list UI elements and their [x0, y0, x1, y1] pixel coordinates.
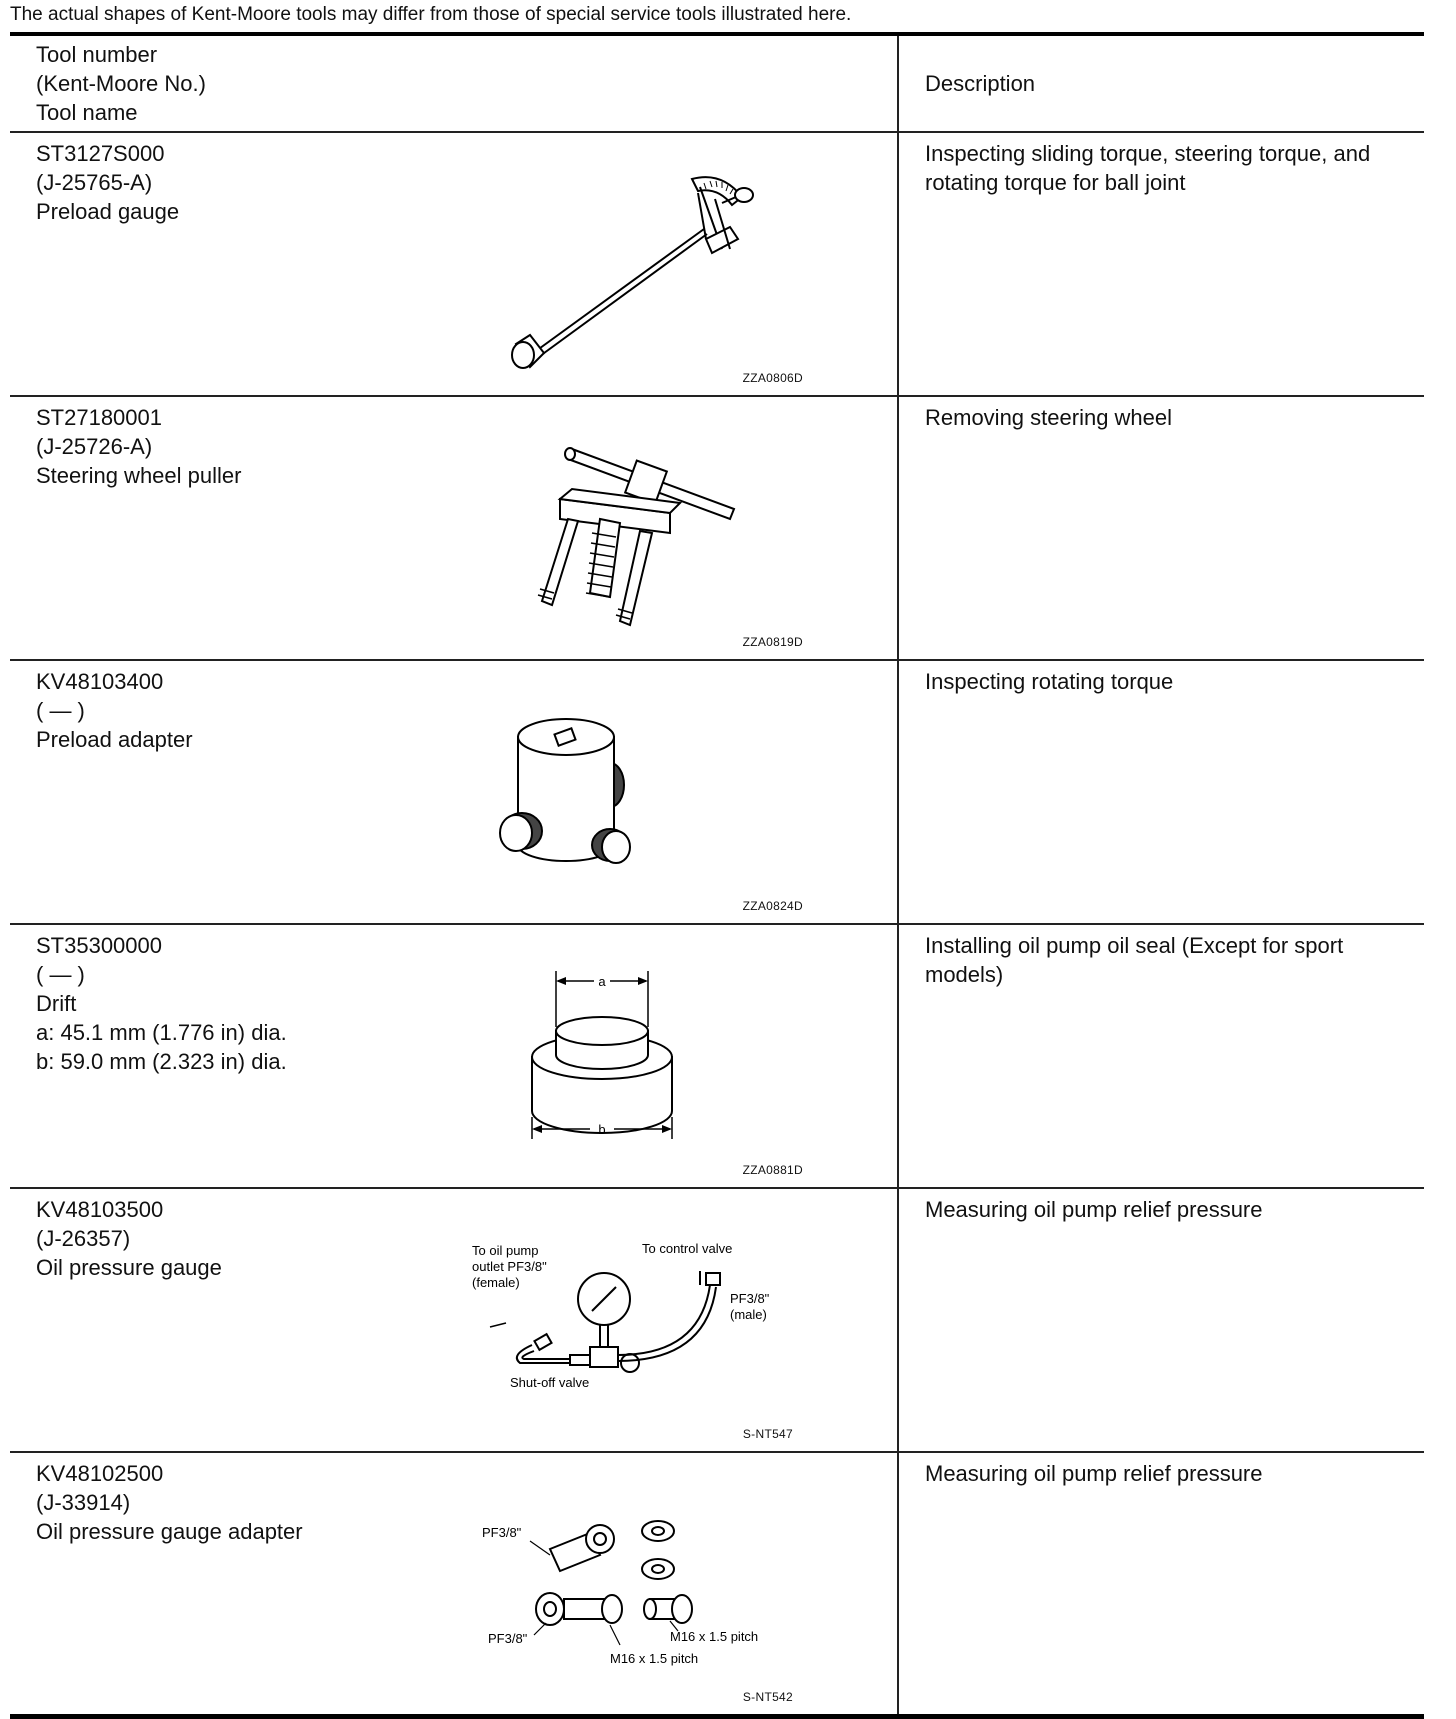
table-row	[10, 1188, 1424, 1452]
header-tool-column	[10, 34, 898, 132]
label-male: (male)	[730, 1307, 767, 1322]
preload-gauge-illustration	[460, 139, 840, 389]
tool-cell	[10, 1188, 898, 1452]
tool-cell	[10, 1452, 898, 1716]
dimension-label-b: b	[598, 1122, 606, 1137]
tool-number: ST3127S000	[36, 141, 165, 166]
figure-code: ZZA0806D	[742, 371, 803, 385]
label-pf-top: PF3/8"	[482, 1525, 522, 1540]
header-kent-moore-no: (Kent-Moore No.)	[36, 71, 206, 96]
tool-number: KV48103400	[36, 669, 164, 694]
tool-kent-moore-no: ( — )	[36, 698, 85, 723]
preload-adapter-illustration	[460, 667, 840, 917]
special-service-tools-table	[10, 32, 1424, 1719]
page-note: The actual shapes of Kent-Moore tools may differ from those of special service tools illustrated here.	[10, 4, 852, 25]
tool-name: Drift	[36, 991, 77, 1016]
header-tool-name: Tool name	[36, 100, 138, 125]
drift-illustration	[460, 931, 840, 1181]
table-row	[10, 660, 1424, 924]
tool-name: Preload adapter	[36, 727, 193, 752]
tool-description: Measuring oil pump relief pressure	[925, 1197, 1263, 1222]
tool-description: Inspecting sliding torque, steering torque, and rotating torque for ball joint	[925, 141, 1371, 195]
tool-name: Oil pressure gauge	[36, 1255, 222, 1280]
label-m16-pitch-bottom: M16 x 1.5 pitch	[610, 1651, 699, 1666]
figure-code: ZZA0881D	[742, 1163, 803, 1177]
label-to-control-valve: To control valve	[642, 1241, 733, 1256]
tool-description: Installing oil pump oil seal (Except for sport models)	[925, 933, 1344, 987]
oil-pressure-gauge-illustration	[460, 1195, 840, 1445]
tool-cell	[10, 924, 898, 1188]
tool-name: Steering wheel puller	[36, 463, 242, 488]
tool-kent-moore-no: (J-25726-A)	[36, 434, 153, 459]
tool-name: Oil pressure gauge adapter	[36, 1519, 303, 1544]
table-row	[10, 924, 1424, 1188]
drift-dimension-a: a: 45.1 mm (1.776 in) dia.	[36, 1020, 287, 1045]
tool-kent-moore-no: (J-26357)	[36, 1226, 131, 1251]
label-pf-male: PF3/8"	[730, 1291, 770, 1306]
table-row	[10, 132, 1424, 396]
tool-number: ST27180001	[36, 405, 162, 430]
figure-code: S-NT547	[742, 1427, 793, 1441]
table-row	[10, 1452, 1424, 1716]
label-m16-pitch-right: M16 x 1.5 pitch	[670, 1629, 759, 1644]
header-tool-number: Tool number	[36, 42, 158, 67]
tool-number: KV48102500	[36, 1461, 164, 1486]
table-header-row	[10, 34, 1424, 132]
tool-number: KV48103500	[36, 1197, 164, 1222]
tool-kent-moore-no: (J-25765-A)	[36, 170, 153, 195]
figure-code: S-NT542	[742, 1689, 793, 1704]
dimension-label-a: a	[598, 974, 606, 989]
figure-code: ZZA0819D	[742, 635, 803, 649]
tool-kent-moore-no: (J-33914)	[36, 1490, 131, 1515]
tool-name: Preload gauge	[36, 199, 180, 224]
tool-cell	[10, 660, 898, 924]
label-shut-off-valve: Shut-off valve	[510, 1375, 590, 1390]
steering-wheel-puller-illustration	[460, 403, 840, 653]
tool-description: Inspecting rotating torque	[925, 669, 1174, 694]
tool-cell	[10, 396, 898, 660]
drift-dimension-b: b: 59.0 mm (2.323 in) dia.	[36, 1049, 287, 1074]
figure-code: ZZA0824D	[742, 899, 803, 913]
tool-description: Measuring oil pump relief pressure	[925, 1461, 1263, 1486]
tool-cell	[10, 132, 898, 396]
oil-pressure-gauge-adapter-illustration	[460, 1459, 840, 1709]
label-to-oil-pump: To oil pump	[472, 1243, 539, 1258]
tool-description: Removing steering wheel	[925, 405, 1173, 430]
label-outlet: outlet PF3/8"	[472, 1259, 547, 1274]
header-description: Description	[925, 70, 1036, 96]
tool-kent-moore-no: ( — )	[36, 962, 85, 987]
label-pf-bottom: PF3/8"	[488, 1631, 528, 1646]
tool-number: ST35300000	[36, 933, 162, 958]
label-female: (female)	[472, 1275, 520, 1290]
table-row	[10, 396, 1424, 660]
